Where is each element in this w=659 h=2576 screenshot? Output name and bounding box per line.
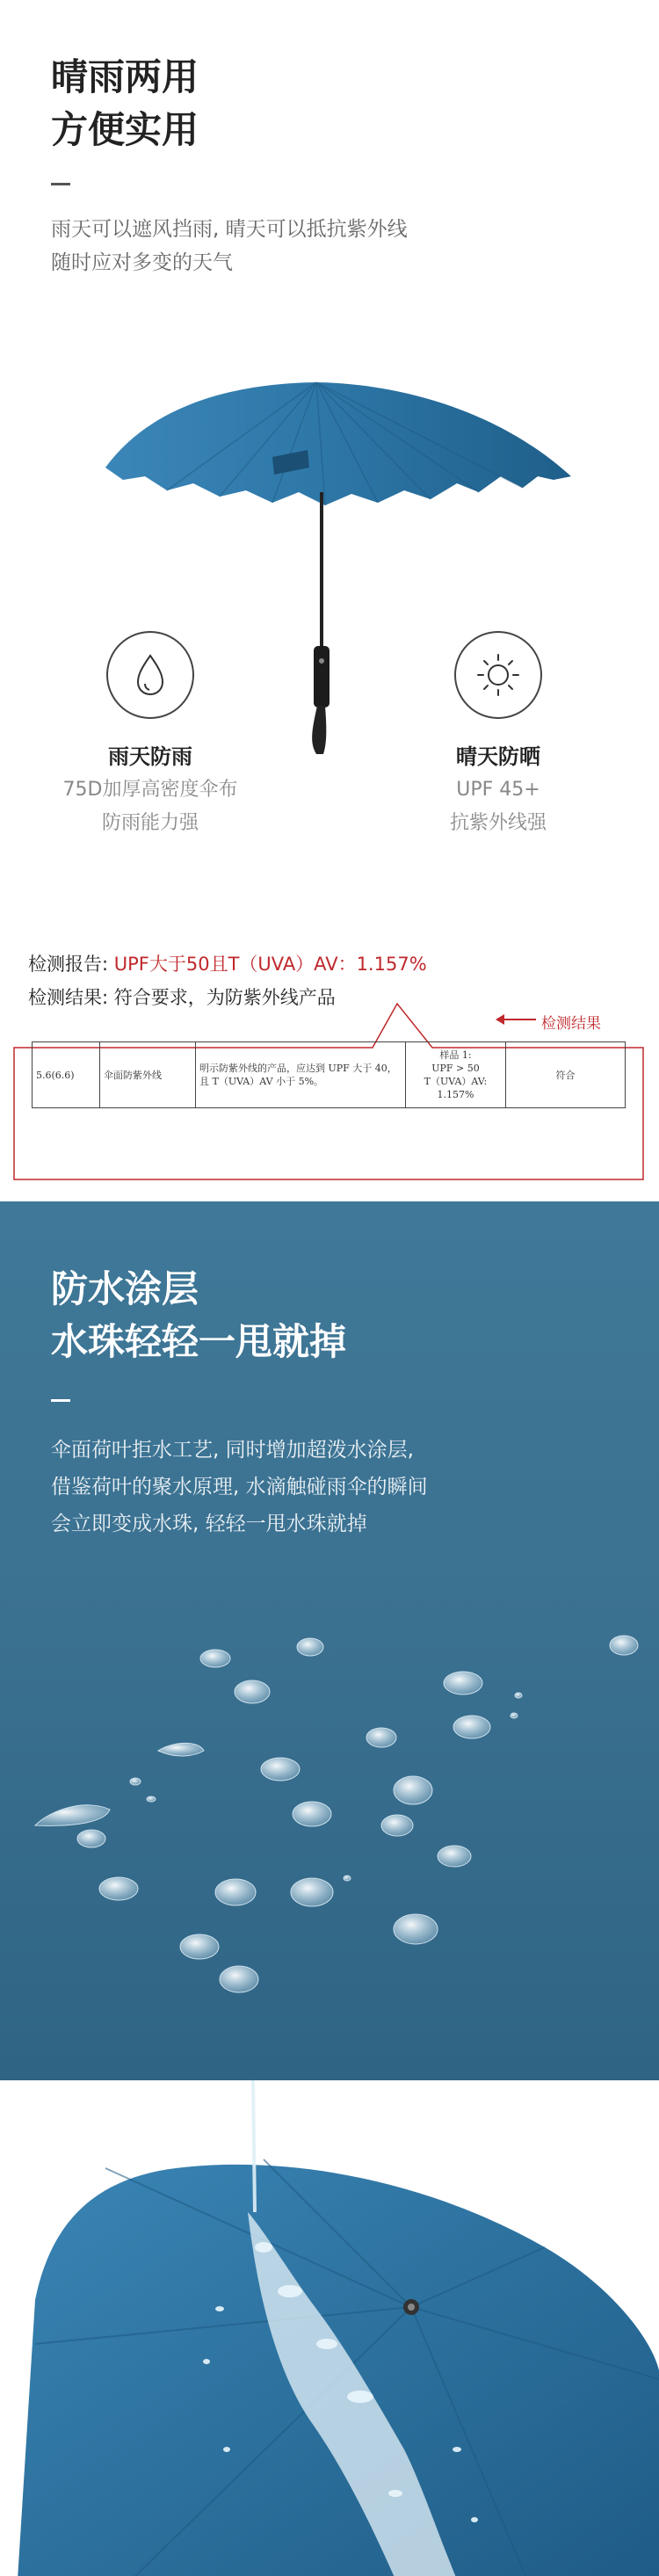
umbrella-water-splash-image xyxy=(0,2080,659,2576)
section-title: 防水涂层 水珠轻轻一甩就掉 xyxy=(51,1267,347,1363)
feature-rain: 雨天防雨 75D加厚高密度伞布 防雨能力强 xyxy=(62,744,238,834)
waterproof-section xyxy=(0,1201,659,2080)
sun-icon xyxy=(454,631,542,719)
test-report-summary: 检测报告: UPF大于50且T（UVA）AV：1.157% 检测结果: 符合要求，为防紫外线产品 xyxy=(28,954,427,1008)
title-divider xyxy=(51,1399,70,1402)
table-row: 5.6(6.6) 伞面防紫外线 明示防紫外线的产品，应达到 UPF 大于 40， 且 T（UVA）AV 小于 5%。 样品 1: UPF > 50 T（UVA）AV: 1.157% 符合 xyxy=(33,1042,626,1108)
section-description: 雨天可以遮风挡雨, 晴天可以抵抗紫外线 随时应对多变的天气 xyxy=(51,218,408,274)
water-splash-section xyxy=(0,2080,659,2576)
arrow-left-icon xyxy=(499,1019,536,1020)
section-title: 晴雨两用 方便实用 xyxy=(51,55,199,151)
callout-label: 检测结果 xyxy=(541,1015,601,1033)
raindrop-icon xyxy=(106,631,194,719)
open-umbrella-image xyxy=(0,343,659,765)
test-result-table xyxy=(32,1041,626,1108)
title-divider xyxy=(51,183,70,185)
sun-rain-section xyxy=(0,0,659,1195)
feature-sun: 晴天防晒 UPF 45+ 抗紫外线强 xyxy=(449,744,547,834)
section-description: 伞面荷叶拒水工艺, 同时增加超泼水涂层, 借鉴荷叶的聚水原理, 水滴触碰雨伞的瞬间 会立即变成水珠, 轻轻一甩水珠就掉 xyxy=(51,1439,428,1535)
